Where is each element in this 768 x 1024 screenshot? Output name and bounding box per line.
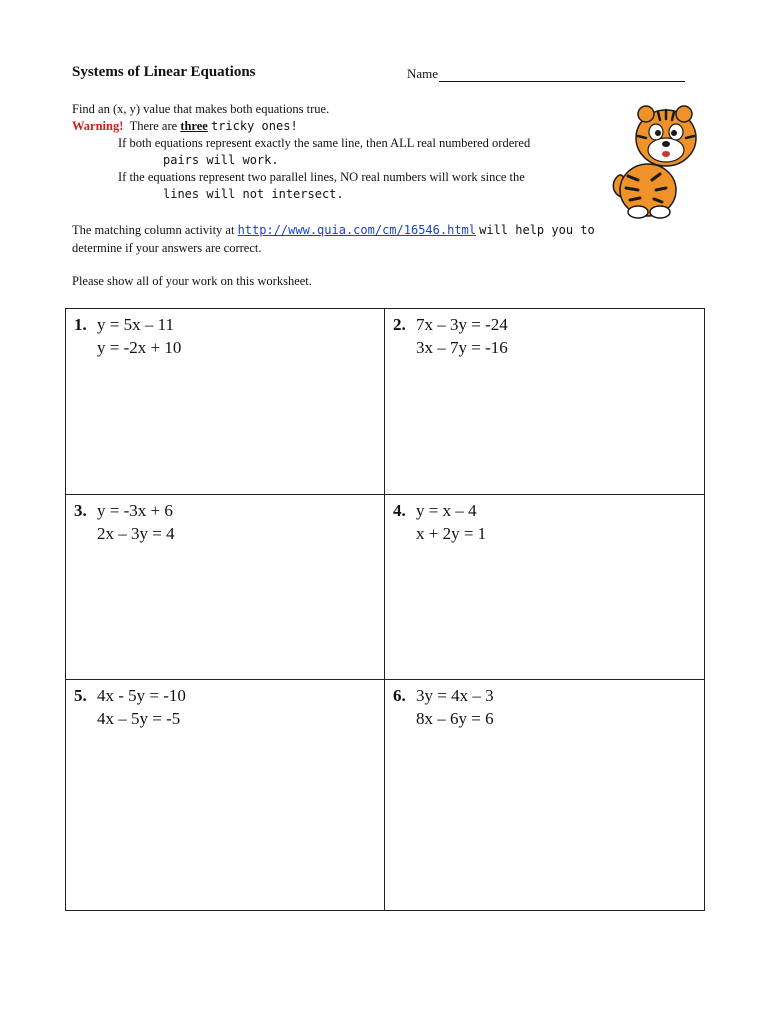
problem-number: 1. [74, 315, 87, 334]
equation-1: 4x - 5y = -10 [97, 686, 186, 705]
equation-2: 2x – 3y = 4 [97, 524, 175, 543]
instruction-line: Find an (x, y) value that makes both equations true. [72, 102, 330, 116]
problem-cell[interactable] [66, 309, 385, 495]
problem-grid [65, 308, 705, 911]
same-line-note: If both equations represent exactly the same line, then ALL real numbered ordered [118, 136, 531, 150]
matching-post: will help you to [479, 223, 595, 237]
equation-2: 4x – 5y = -5 [97, 709, 181, 728]
problem-number: 5. [74, 686, 87, 705]
problem-cell[interactable] [385, 309, 704, 495]
worksheet-title: Systems of Linear Equations [72, 64, 256, 80]
equation-1: y = -3x + 6 [97, 501, 173, 520]
name-label: Name [407, 66, 439, 81]
equation-2: 3x – 7y = -16 [416, 338, 508, 357]
equation-1: y = 5x – 11 [97, 315, 174, 334]
problem-cell[interactable] [385, 495, 704, 680]
matching-activity-note [72, 221, 595, 257]
parallel-note: If the equations represent two parallel lines, NO real numbers will work since the [118, 170, 525, 184]
show-work-instruction: Please show all of your work on this worksheet. [72, 274, 312, 288]
equation-2: y = -2x + 10 [97, 338, 182, 357]
problem-number: 3. [74, 501, 87, 520]
matching-line-2: determine if your answers are correct. [72, 241, 262, 255]
name-field [407, 66, 685, 82]
equation-1: y = x – 4 [416, 501, 477, 520]
warning-line [72, 118, 530, 135]
warning-label: Warning! [72, 119, 124, 133]
tiger-cartoon-icon [608, 102, 700, 220]
warning-pre: There are [129, 119, 178, 133]
problem-number: 4. [393, 501, 406, 520]
equation-1: 7x – 3y = -24 [416, 315, 508, 334]
equation-1: 3y = 4x – 3 [416, 686, 494, 705]
problem-cell[interactable] [66, 495, 385, 680]
problem-number: 6. [393, 686, 406, 705]
problem-cell[interactable] [385, 680, 704, 910]
matching-pre: The matching column activity at [72, 223, 235, 237]
problem-number: 2. [393, 315, 406, 334]
matching-line-1 [72, 221, 595, 239]
problem-cell[interactable] [66, 680, 385, 910]
quia-link[interactable]: http://www.quia.com/cm/16546.html [237, 223, 476, 237]
warning-count: three [180, 119, 208, 133]
name-blank-line [439, 69, 685, 82]
warning-post: tricky ones! [210, 119, 298, 133]
same-line-note-cont: pairs will work. [163, 153, 279, 167]
equation-2: 8x – 6y = 6 [416, 709, 494, 728]
equation-2: x + 2y = 1 [416, 524, 487, 543]
instructions [72, 101, 530, 203]
parallel-note-cont: lines will not intersect. [163, 187, 344, 201]
